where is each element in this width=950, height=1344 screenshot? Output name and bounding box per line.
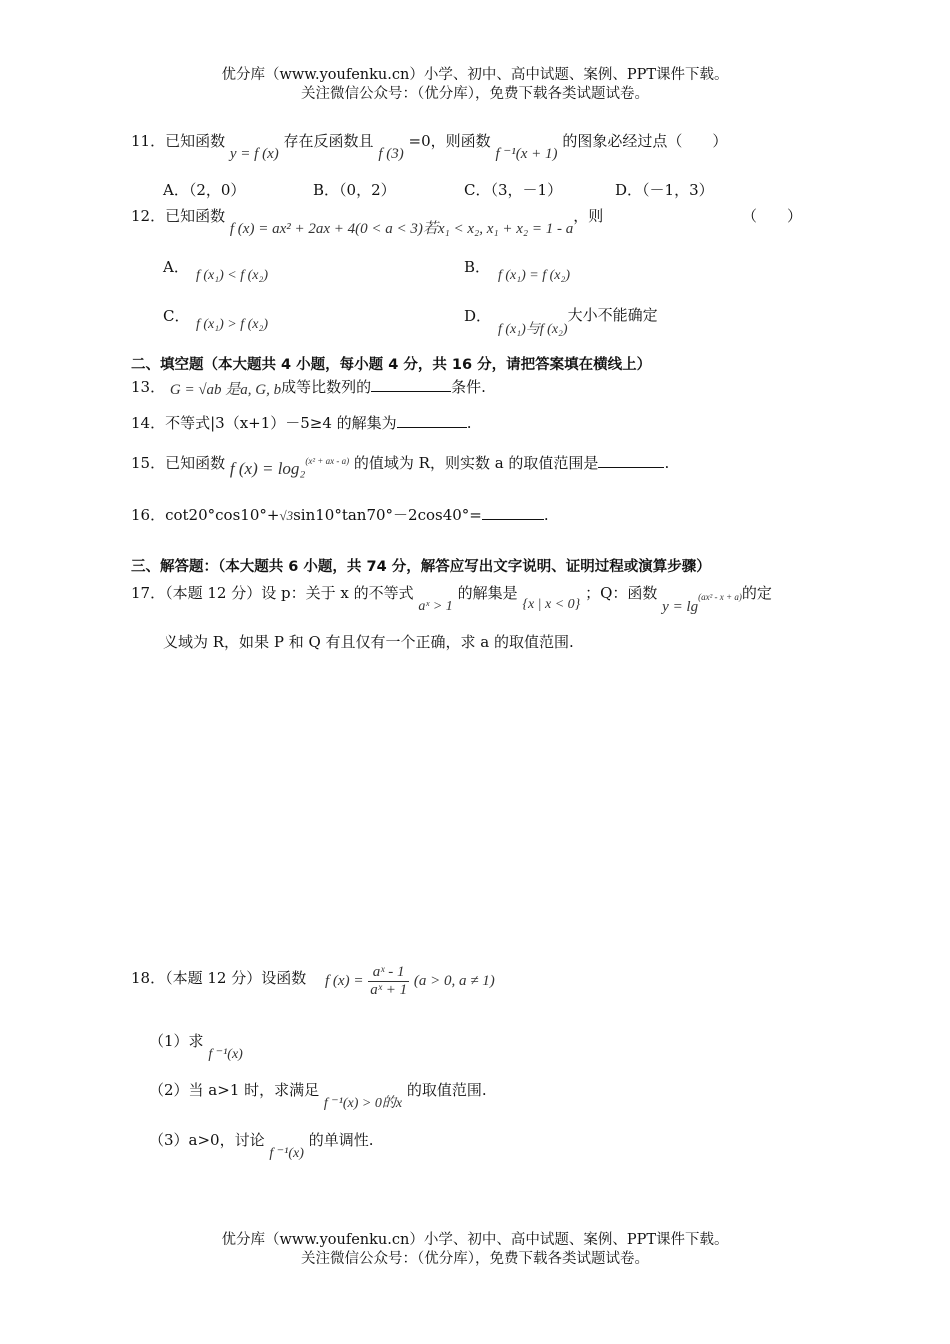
q18-part-1: （1）求 f ⁻¹(x) (149, 1032, 243, 1062)
question-number: 18． (131, 969, 166, 987)
question-16: 16．cot20°cos10°+√3sin10°tan70°－2cos40°= . (131, 506, 549, 524)
fraction-denominator: aˣ + 1 (370, 982, 408, 998)
question-number: 11． (131, 132, 166, 150)
q11-option-a: A．（2，0） (163, 181, 246, 199)
answer-blank[interactable] (598, 452, 664, 468)
math-expression: f (x) = ax² + 2ax + 4(0 < a < 3)若x₁ < x₂, x₁ + x₂ = 1 - a (229, 221, 574, 237)
question-11: 11．已知函数 y = f (x) 存在反函数且 f (3) =0，则函数 f ⁻¹(x + 1) 的图象必经过点（ ） (131, 132, 728, 162)
math-exponent: (x² + ax - a) (305, 456, 350, 466)
question-14: 14．不等式|3（x+1）－5≥4 的解集为 . (131, 414, 472, 432)
math-expression: G = √ab 是a, G, b (169, 382, 282, 398)
math-expression: f ⁻¹(x + 1) (495, 146, 558, 162)
q12-option-d-label: D． (464, 307, 492, 325)
question-number: 17． (131, 584, 166, 602)
section-3-heading: 三、解答题：（本大题共 6 小题，共 74 分，解答应写出文字说明、证明过程或演算步骤） (131, 559, 711, 575)
fraction-numerator: aˣ - 1 (368, 964, 409, 982)
question-13: 13． G = √ab 是a, G, b成等比数列的 条件. (131, 378, 486, 398)
q11-option-b: B．（0，2） (313, 181, 396, 199)
header-line-2: 关注微信公众号：（优分库），免费下载各类试题试卷。 (301, 86, 649, 102)
question-17: 17．（本题 12 分）设 p：关于 x 的不等式 aˣ > 1 的解集是 {x | x < 0} ；Q：函数 y = lg(ax² - x + a)的定 (131, 584, 772, 615)
question-18: 18．（本题 12 分）设函数 (131, 969, 307, 987)
answer-parenthesis: （ ） (742, 207, 803, 225)
footer-line-1: 优分库（www.youfenku.cn）小学、初中、高中试题、案例、PPT课件下载。 (221, 1232, 729, 1248)
q12-option-d: f (x₁)与f (x₂)大小不能确定 (498, 306, 658, 337)
math-expression: (a > 0, a ≠ 1) (413, 973, 495, 989)
math-exponent: (ax² - x + a) (698, 592, 742, 602)
q18-function-formula (325, 964, 495, 999)
question-number: 15． (131, 454, 166, 472)
question-number: 14． (131, 414, 166, 432)
math-expression: f ⁻¹(x) > 0的x (323, 1096, 403, 1111)
q11-option-d: D．（－1，3） (615, 181, 714, 199)
math-expression: √3 (279, 508, 294, 523)
q12-option-a: f (x₁) < f (x₂) (196, 268, 269, 283)
math-fraction (368, 964, 409, 999)
q11-option-c: C．（3，－1） (464, 181, 563, 199)
answer-blank[interactable] (397, 412, 467, 428)
math-expression: f ⁻¹(x) (269, 1146, 304, 1161)
question-number: 12． (131, 207, 166, 225)
q12-option-b: f (x₁) = f (x₂) (498, 268, 571, 283)
question-17-line-2: 义域为 R，如果 P 和 Q 有且仅有一个正确，求 a 的取值范围. (163, 633, 574, 651)
question-number: 13． (131, 378, 166, 396)
q18-part-2: （2）当 a>1 时，求满足 f ⁻¹(x) > 0的x 的取值范围. (149, 1081, 487, 1111)
q18-part-3: （3）a>0，讨论 f ⁻¹(x) 的单调性. (149, 1131, 374, 1161)
question-15: 15．已知函数 f (x) = log₂$^{(x^2 + ax - a)}$ 的值域为 R，则实数 a 的取值范围是 . (131, 454, 670, 478)
math-expression: f (3) (378, 146, 404, 162)
math-expression: f (x) = log₂ (229, 459, 306, 478)
q12-option-c-label: C． (163, 307, 190, 325)
footer-line-2: 关注微信公众号：（优分库），免费下载各类试题试卷。 (301, 1251, 649, 1267)
math-expression: f ⁻¹(x) (208, 1047, 243, 1062)
math-expression: y = lg (662, 599, 699, 615)
question-number: 16． (131, 506, 166, 524)
math-expression: {x | x < 0} (522, 597, 581, 612)
math-expression: aˣ > 1 (418, 599, 453, 614)
q12-option-b-label: B． (464, 258, 491, 276)
q12-option-a-label: A． (163, 258, 189, 276)
answer-blank[interactable] (482, 504, 544, 520)
q12-option-c: f (x₁) > f (x₂) (196, 317, 269, 332)
section-2-heading: 二、填空题（本大题共 4 小题，每小题 4 分，共 16 分，请把答案填在横线上） (131, 357, 652, 373)
header-line-1: 优分库（www.youfenku.cn）小学、初中、高中试题、案例、PPT课件下载。 (221, 67, 729, 83)
question-12: 12．已知函数 f (x) = ax² + 2ax + 4(0 < a < 3)若x₁ < x₂, x₁ + x₂ = 1 - a，则 (131, 207, 604, 237)
math-expression: f (x) = (325, 973, 364, 989)
answer-blank[interactable] (371, 376, 451, 392)
math-expression: y = f (x) (229, 146, 279, 162)
